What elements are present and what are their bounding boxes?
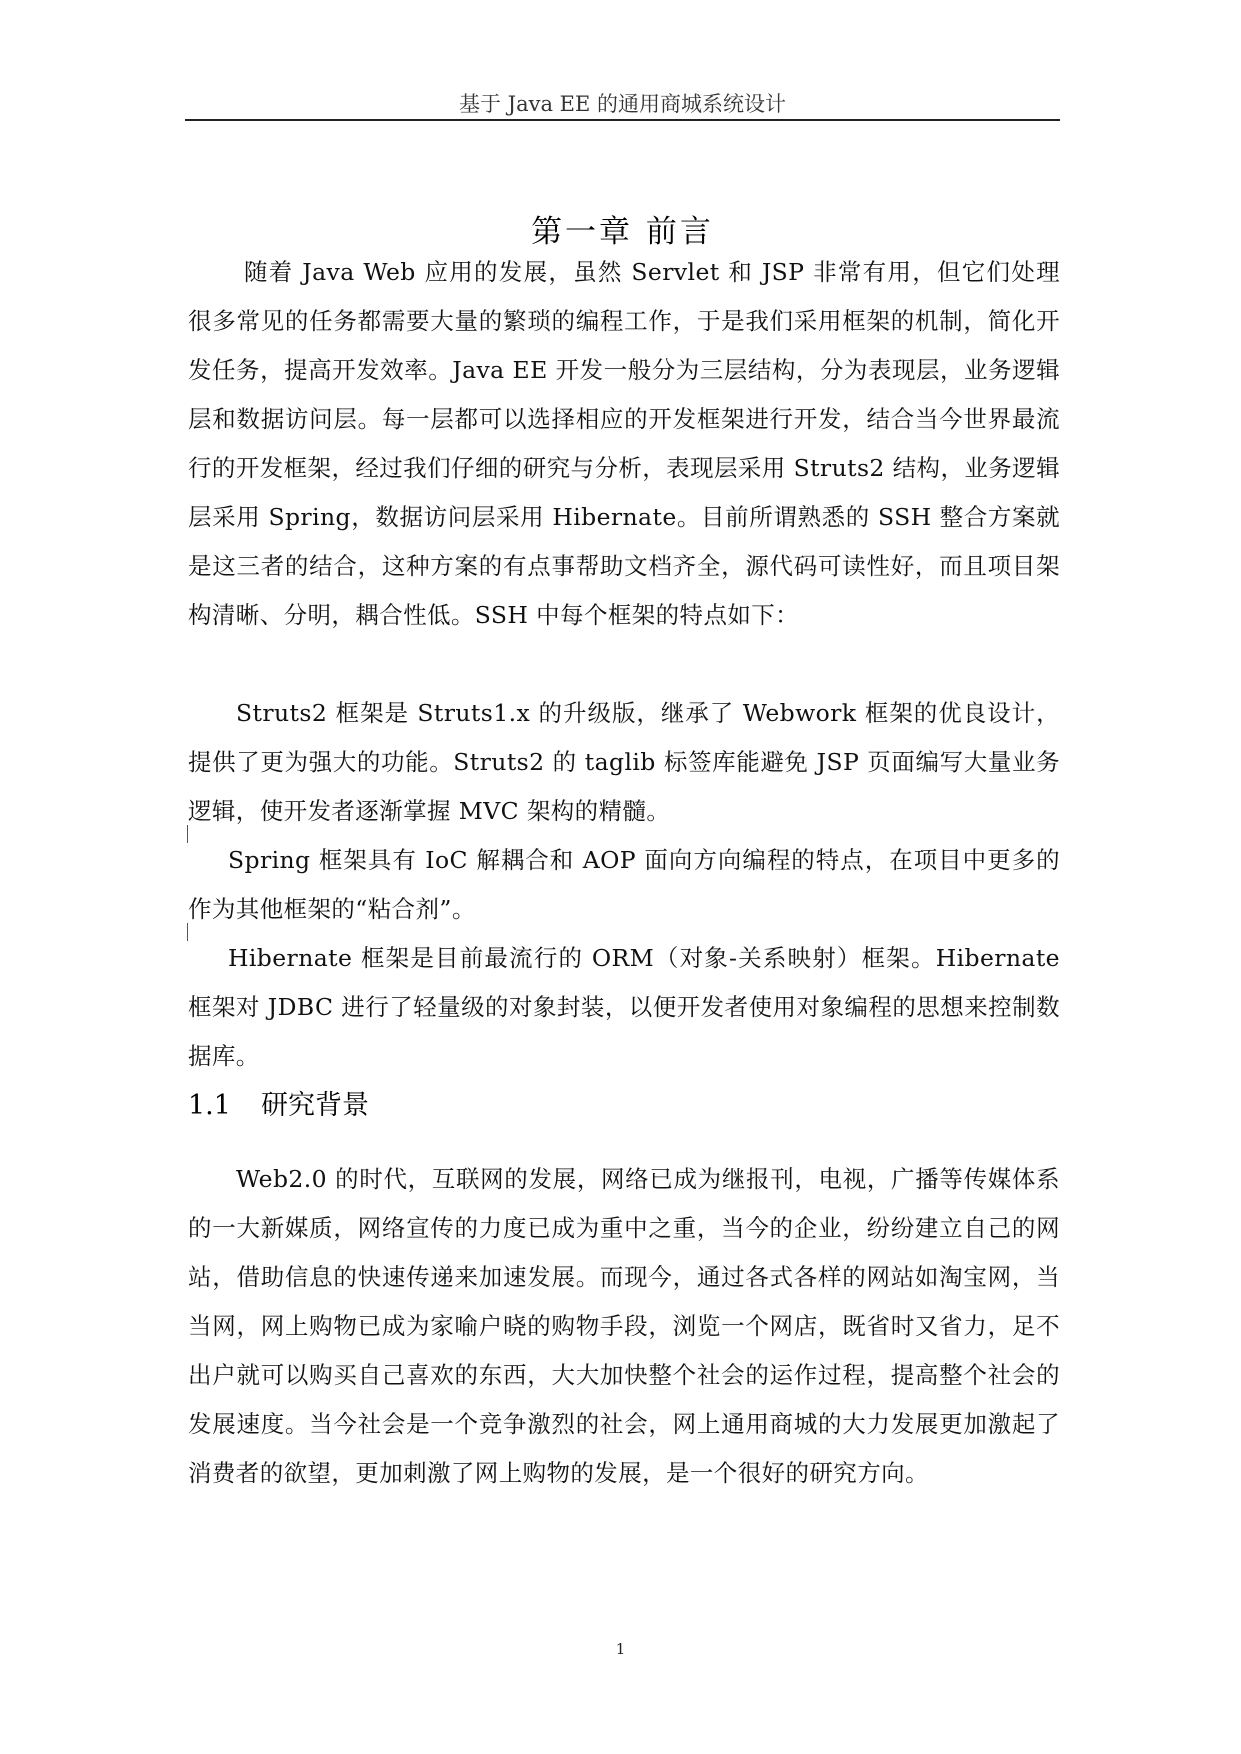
running-header: 基于 Java EE 的通用商城系统设计 <box>458 92 786 116</box>
intro-paragraph-2-block <box>188 689 1060 836</box>
section-heading <box>188 1086 369 1126</box>
intro-paragraph-2: Struts2 框架是 Struts1.x 的升级版，继承了 Webwork 框架的优良设计，提供了更为强大的功能。Struts2 的 taglib 标签库能避免 JSP 页面编写大量业务逻辑，使开发者逐渐掌握 MVC 架构的精髓。 <box>188 699 1060 825</box>
intro-paragraph-4-block <box>188 934 1060 1081</box>
intro-paragraph-1-block <box>188 248 1060 640</box>
section-paragraph-block <box>188 1155 1060 1498</box>
page-number: 1 <box>615 1640 626 1658</box>
header-rule <box>185 119 1060 121</box>
chapter-title: 第一章 前言 <box>531 214 714 250</box>
section-title: 研究背景 <box>260 1090 369 1121</box>
intro-paragraph-1: 随着 Java Web 应用的发展，虽然 Servlet 和 JSP 非常有用，但它们处理很多常见的任务都需要大量的繁琐的编程工作，于是我们采用框架的机制，简化开发任务，提高开发效率。Java EE 开发一般分为三层结构，分为表现层，业务逻辑层和数据访问层。每一层都可以选择相应的开发框架进行开发，结合当今世界最流行的开发框架，经过我们仔细的研究与分析，表现层采用 Struts2 结构，业务逻辑层采用 Spring，数据访问层采用 Hibernate。目前所谓熟悉的 SSH 整合方案就是这三者的结合，这种方案的有点事帮助文档齐全，源代码可读性好，而且项目架构清晰、分明，耦合性低。SSH 中每个框架的特点如下： <box>188 258 1060 629</box>
intro-paragraph-3-block <box>188 836 1060 934</box>
section-paragraph-1: Web2.0 的时代，互联网的发展，网络已成为继报刊，电视，广播等传媒体系的一大新媒质，网络宣传的力度已成为重中之重，当今的企业，纷纷建立自己的网站，借助信息的快速传递来加速发展。而现今，通过各式各样的网站如淘宝网，当当网，网上购物已成为家喻户晓的购物手段，浏览一个网店，既省时又省力，足不出户就可以购买自己喜欢的东西，大大加快整个社会的运作过程，提高整个社会的发展速度。当今社会是一个竞争激烈的社会，网上通用商城的大力发展更加激起了消费者的欲望，更加刺激了网上购物的发展，是一个很好的研究方向。 <box>188 1165 1060 1487</box>
section-number: 1.1 <box>188 1090 231 1121</box>
intro-paragraph-3: Spring 框架具有 IoC 解耦合和 AOP 面向方向编程的特点，在项目中更多的作为其他框架的“粘合剂”。 <box>188 846 1060 923</box>
intro-paragraph-4: Hibernate 框架是目前最流行的 ORM（对象-关系映射）框架。Hibernate 框架对 JDBC 进行了轻量级的对象封装，以便开发者使用对象编程的思想来控制数据库。 <box>188 944 1060 1070</box>
